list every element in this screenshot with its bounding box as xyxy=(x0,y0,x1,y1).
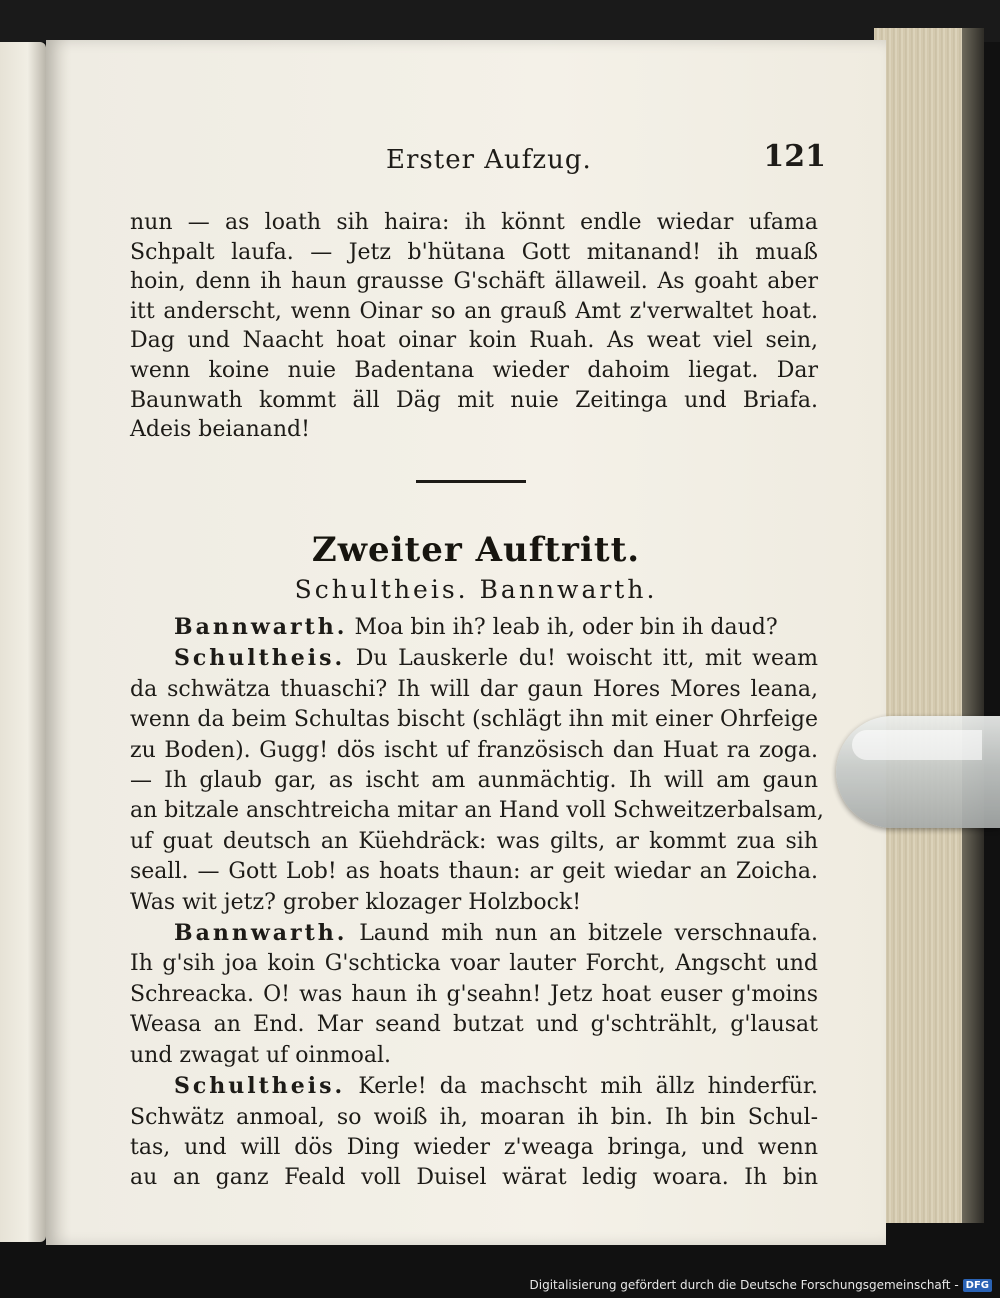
page-clip-highlight xyxy=(852,730,982,760)
text-line: itt anderscht, wenn Oinar so an grauß Amt z'verwaltet hoat. xyxy=(130,298,818,324)
dialogue-line xyxy=(130,888,818,918)
dialogue-line xyxy=(130,1133,818,1163)
section-divider xyxy=(416,480,526,483)
dialogue-line xyxy=(130,705,818,735)
dialogue-line xyxy=(130,736,818,766)
text-line: Baunwath kommt äll Däg mit nuie Zeitinga und Briafa. xyxy=(130,387,818,413)
dialogue-line xyxy=(130,949,818,979)
page-header xyxy=(136,139,826,181)
scene-title: Zweiter Auftritt. xyxy=(311,530,641,570)
dialogue-text: und zwagat uf oinmoal. xyxy=(130,1042,391,1068)
running-head: Erster Aufzug. xyxy=(386,145,592,175)
dialogue-text: tas, und will dös Ding wieder z'weaga bringa, und wenn xyxy=(130,1134,818,1160)
dialogue-text: Du Lauskerle du! woischt itt, mit weam xyxy=(345,646,818,672)
speaker-name: Schultheis. xyxy=(174,1073,346,1100)
dialogue-line xyxy=(130,643,818,674)
speaker-name: Bannwarth. xyxy=(174,920,348,947)
dialogue-line xyxy=(130,766,818,796)
dialogue-line xyxy=(130,918,818,949)
paragraph-block xyxy=(130,208,818,445)
book-cover-edge xyxy=(962,28,984,1223)
dialogue-text: Schwätz anmoal, so woiß ih, moaran ih bin. Ih bin Schul- xyxy=(130,1104,818,1130)
dialogue-text: Was wit jetz? grober klozager Holzbock! xyxy=(130,889,582,915)
scene-characters: Schultheis. Bannwarth. xyxy=(294,575,658,604)
speaker-name: Schultheis. xyxy=(174,645,346,672)
dialogue-text: au an ganz Feald voll Duisel wärat ledig woara. Ih bin xyxy=(130,1165,818,1191)
dialogue-text: an bitzale anschtreicha mitar an Hand voll Schweitzerbalsam, xyxy=(130,798,824,824)
dialogue-text: — Ih glaub gar, as ischt am aunmächtig. Ih will am gaun xyxy=(130,768,818,794)
dialogue-text: Weasa an End. Mar seand butzat und g'schtrählt, g'lausat xyxy=(130,1012,818,1038)
dialogue-text: Schreacka. O! was haun ih g'seahn! Jetz hoat euser g'moins xyxy=(130,981,818,1007)
text-line: Adeis beianand! xyxy=(130,417,310,443)
dialogue-line xyxy=(130,1041,818,1071)
top-background xyxy=(0,0,1000,42)
speaker-name: Bannwarth. xyxy=(174,614,348,640)
dialogue-line xyxy=(130,675,818,705)
dialogue-line xyxy=(130,1103,818,1133)
dialogue-line xyxy=(130,980,818,1010)
dialogue-text: Kerle! da machscht mih ällz hinderfür. xyxy=(345,1074,818,1100)
text-line: hoin, denn ih haun grausse G'schäft ällaweil. As goaht aber xyxy=(130,269,818,295)
dialogue-text: uf guat deutsch an Küehdräck: was gilts, ar kommt zua sih xyxy=(130,828,818,854)
dialogue-line xyxy=(130,612,818,643)
dialogue-line xyxy=(130,1071,818,1102)
dfg-logo: DFG xyxy=(963,1279,992,1292)
dialogue-line xyxy=(130,827,818,857)
page-number: 121 xyxy=(763,139,826,174)
text-line: Schpalt laufa. — Jetz b'hütana Gott mitanand! ih muaß xyxy=(130,239,818,265)
dialogue-block xyxy=(130,612,824,1194)
text-line: wenn koine nuie Badentana wieder dahoim liegat. Dar xyxy=(130,357,818,383)
dialogue-line xyxy=(130,796,824,826)
left-page-edge xyxy=(0,42,46,1242)
dialogue-text: Ih g'sih joa koin G'schticka voar lauter Forcht, Angscht und xyxy=(130,951,818,977)
credit-text: Digitalisierung gefördert durch die Deutsche Forschungsgemeinschaft - xyxy=(529,1278,959,1292)
dialogue-text: da schwätza thuaschi? Ih will dar gaun Hores Mores leana, xyxy=(130,676,818,702)
text-line: Dag und Naacht hoat oinar koin Ruah. As weat viel sein, xyxy=(130,328,818,354)
dialogue-text: seall. — Gott Lob! as hoats thaun: ar geit wiedar an Zoicha. xyxy=(130,859,818,885)
dialogue-text: wenn da beim Schultas bischt (schlägt ihn mit einer Ohrfeige xyxy=(130,707,818,733)
dialogue-text: zu Boden). Gugg! dös ischt uf französisch dan Huat ra zoga. xyxy=(130,737,818,763)
dialogue-line xyxy=(130,1010,818,1040)
book-page xyxy=(46,40,886,1245)
text-line: nun — as loath sih haira: ih könnt endle wiedar ufama xyxy=(130,210,818,235)
digitization-credit xyxy=(530,1278,993,1292)
dialogue-line xyxy=(130,1163,818,1193)
dialogue-text: Laund mih nun an bitzele verschnaufa. xyxy=(347,921,818,947)
dialogue-text: Moa bin ih? leab ih, oder bin ih daud? xyxy=(347,615,778,640)
dialogue-line xyxy=(130,857,818,887)
